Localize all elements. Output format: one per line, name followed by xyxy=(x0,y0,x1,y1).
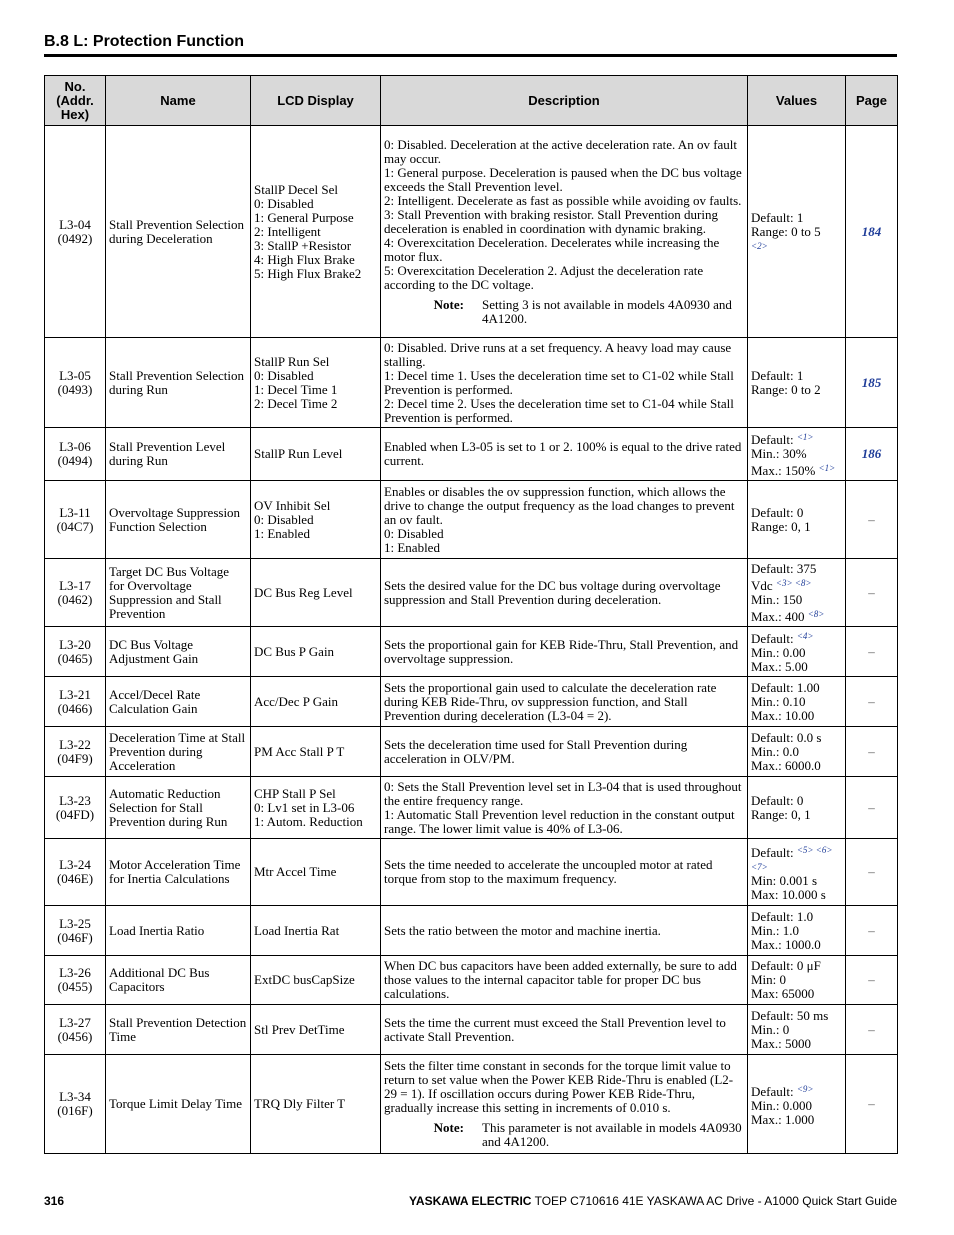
footer-brand: YASKAWA ELECTRIC xyxy=(409,1194,532,1208)
description-line: Sets the proportional gain used to calculate the deceleration rate during KEB Ride-Thru, ov suppression function, and Stall Prevention during deceleration (L3-04 = 2). xyxy=(384,679,717,723)
param-address: (0492) xyxy=(57,230,93,246)
unit-line xyxy=(751,576,842,593)
param-address: (0493) xyxy=(57,381,93,397)
description-line: Sets the ratio between the motor and machine inertia. xyxy=(384,922,661,938)
description-line: Sets the filter time constant in seconds for the torque limit value to return to set value when the Power KEB Ride-Thru is enabled (L2-29 = 1). If oscillation occurs during Power KEB Ride-Thru, gradually increase this setting in increments of 0.010 s. xyxy=(384,1058,734,1115)
param-number: L3-23 xyxy=(59,792,91,808)
max-line xyxy=(751,1113,842,1127)
description-cell xyxy=(381,906,748,956)
param-name: Motor Acceleration Time for Inertia Calculations xyxy=(106,839,251,906)
param-address: (04F9) xyxy=(57,750,93,766)
lcd-display-line: Load Inertia Rat xyxy=(254,922,340,938)
param-number-cell xyxy=(45,481,106,559)
page-link[interactable]: 184 xyxy=(861,223,882,239)
values-cell xyxy=(748,559,846,627)
footnote-ref[interactable]: <2> xyxy=(751,240,768,251)
page-dash: – xyxy=(868,693,875,709)
description-line: 0: Disabled. Deceleration at the active deceleration rate. An ov fault may occur. xyxy=(384,136,738,166)
description-line: 3: Stall Prevention with braking resistor. Stall Prevention during deceleration is enabled in coordination with dynamic braking. xyxy=(384,206,718,236)
lcd-display-line: 2: Intelligent xyxy=(254,223,321,239)
parameter-table xyxy=(44,75,898,1154)
max-line xyxy=(751,888,842,902)
lcd-display-line: 1: Autom. Reduction xyxy=(254,813,363,829)
param-number: L3-05 xyxy=(59,367,91,383)
table-row xyxy=(45,777,898,839)
table-row xyxy=(45,1005,898,1055)
description-line: Sets the proportional gain for KEB Ride-Thru, Stall Prevention, and overvoltage suppression. xyxy=(384,636,739,666)
description-line: 0: Disabled. Drive runs at a set frequency. A heavy load may cause stalling. xyxy=(384,339,732,369)
param-address: (046F) xyxy=(57,929,93,945)
lcd-display-line: OV Inhibit Sel xyxy=(254,497,331,513)
lcd-display-line: 0: Disabled xyxy=(254,195,314,211)
param-name: Target DC Bus Voltage for Overvoltage Suppression and Stall Prevention xyxy=(106,559,251,627)
param-address: (0455) xyxy=(57,979,93,994)
param-number-cell xyxy=(45,1055,106,1154)
param-address: (0462) xyxy=(57,591,93,607)
param-address: (04C7) xyxy=(56,518,94,534)
param-name: Deceleration Time at Stall Prevention during Acceleration xyxy=(106,727,251,777)
page-cell xyxy=(846,627,898,677)
lcd-display-cell xyxy=(251,1055,381,1154)
description-line: When DC bus capacitors have been added externally, be sure to add those values to the internal capacitor table for proper DC bus calculations. xyxy=(384,958,737,1001)
table-row xyxy=(45,839,898,906)
param-name: Overvoltage Suppression Function Selection xyxy=(106,481,251,559)
param-address: (0466) xyxy=(57,700,93,716)
col-header-name: Name xyxy=(106,76,251,126)
lcd-display-cell xyxy=(251,338,381,428)
param-number: L3-22 xyxy=(59,736,91,752)
param-number-cell xyxy=(45,677,106,727)
table-row xyxy=(45,428,898,481)
param-address: (0465) xyxy=(57,650,93,666)
value-line: Min.: 0.10 xyxy=(751,693,806,709)
value-line: Default: 0.0 s xyxy=(751,729,822,745)
default-label: Default: xyxy=(751,1083,794,1099)
description-cell xyxy=(381,777,748,839)
param-address: (0456) xyxy=(57,1028,93,1044)
note-label: Note: xyxy=(433,296,464,312)
note-block xyxy=(384,298,744,326)
value-line: Max: 65000 xyxy=(751,986,815,1001)
lcd-display-cell xyxy=(251,481,381,559)
param-number-cell xyxy=(45,338,106,428)
param-number-cell xyxy=(45,906,106,956)
value-line: Range: 0, 1 xyxy=(751,806,811,822)
description-line: Sets the deceleration time used for Stall Prevention during acceleration in OLV/PM. xyxy=(384,736,688,766)
table-row xyxy=(45,559,898,627)
lcd-display-line: 2: Decel Time 2 xyxy=(254,395,338,411)
lcd-display-line: 0: Lv1 set in L3-06 xyxy=(254,799,355,815)
value-line: Default: 1 xyxy=(751,367,804,383)
param-number-cell xyxy=(45,428,106,481)
min-line: Min.: 0.000 xyxy=(751,1097,813,1113)
description-line: 5: Overexcitation Deceleration 2. Adjust the deceleration rate according to the DC voltage. xyxy=(384,262,704,292)
default-line xyxy=(751,1082,842,1099)
param-number: L3-34 xyxy=(59,1089,91,1104)
lcd-display-line: 4: High Flux Brake xyxy=(254,251,355,267)
values-cell xyxy=(748,677,846,727)
values-cell xyxy=(748,906,846,956)
lcd-display-line: 0: Disabled xyxy=(254,511,314,527)
table-row xyxy=(45,1055,898,1154)
lcd-display-line: PM Acc Stall P T xyxy=(254,743,345,759)
footnote-ref[interactable]: <1> xyxy=(796,432,814,442)
value-line: Max.: 1000.0 xyxy=(751,936,821,952)
page-cell xyxy=(846,1005,898,1055)
page-cell xyxy=(846,1055,898,1154)
values-cell xyxy=(748,428,846,481)
note-block xyxy=(384,1121,744,1149)
description-cell xyxy=(381,559,748,627)
page-dash: – xyxy=(868,1021,875,1037)
footnote-ref[interactable]: <5> <6> xyxy=(796,844,833,855)
values-cell xyxy=(748,126,846,338)
col-header-no-line2: (Addr. xyxy=(56,92,94,108)
param-number-cell xyxy=(45,1005,106,1055)
param-number: L3-06 xyxy=(59,439,91,454)
param-number: L3-24 xyxy=(59,857,91,872)
table-row xyxy=(45,727,898,777)
unit-label: Vdc xyxy=(751,577,773,593)
page-dash: – xyxy=(868,584,875,600)
description-cell xyxy=(381,481,748,559)
table-row xyxy=(45,956,898,1005)
param-address: (04FD) xyxy=(55,806,95,822)
max-line xyxy=(751,607,842,624)
param-number: L3-20 xyxy=(59,636,91,652)
page-cell xyxy=(846,906,898,956)
footer-page-number: 316 xyxy=(44,1194,65,1208)
lcd-display-line: Mtr Accel Time xyxy=(254,864,337,879)
max-label: Max.: 150% xyxy=(751,463,816,478)
max-label: Max.: 1.000 xyxy=(751,1111,815,1127)
description-line: 0: Sets the Stall Prevention level set in L3-04 that is used throughout the entire frequency range. xyxy=(384,778,742,808)
param-name: DC Bus Voltage Adjustment Gain xyxy=(106,627,251,677)
lcd-display-line: TRQ Dly Filter T xyxy=(254,1096,346,1111)
page-dash: – xyxy=(868,743,875,759)
col-header-description: Description xyxy=(381,76,748,126)
value-line: Range: 0 to 2 xyxy=(751,381,821,397)
col-header-no xyxy=(45,76,106,126)
lcd-display-line: 1: Enabled xyxy=(254,525,310,541)
page-cell xyxy=(846,839,898,906)
description-cell xyxy=(381,627,748,677)
description-line: 2: Intelligent. Decelerate as fast as possible while avoiding ov faults. xyxy=(384,192,742,208)
values-cell xyxy=(748,627,846,677)
table-header-row xyxy=(45,76,898,126)
page-cell xyxy=(846,338,898,428)
value-line: Max.: 10.00 xyxy=(751,707,815,723)
param-number-cell xyxy=(45,777,106,839)
param-number-cell xyxy=(45,126,106,338)
footnote-ref[interactable]: <7> xyxy=(751,861,768,872)
footer-doc-name: TOEP C710616 41E YASKAWA AC Drive - A1000 Quick Start Guide xyxy=(531,1194,897,1208)
description-cell xyxy=(381,126,748,338)
value-line: Min.: 0.0 xyxy=(751,743,800,759)
param-name: Load Inertia Ratio xyxy=(106,906,251,956)
values-cell xyxy=(748,481,846,559)
lcd-display-cell xyxy=(251,428,381,481)
lcd-display-line: DC Bus Reg Level xyxy=(254,584,353,600)
description-line: 1: Enabled xyxy=(384,539,440,555)
min-line: Min.: 0.00 xyxy=(751,645,806,660)
param-number: L3-25 xyxy=(59,915,91,931)
param-name: Additional DC Bus Capacitors xyxy=(106,956,251,1005)
description-line: Sets the desired value for the DC bus voltage during overvoltage suppression and Stall Prevention during deceleration. xyxy=(384,577,721,607)
param-address: (046E) xyxy=(56,871,94,886)
default-label: Default: xyxy=(751,844,794,860)
param-number: L3-21 xyxy=(59,686,91,702)
max-line xyxy=(751,461,842,478)
lcd-display-line: ExtDC busCapSize xyxy=(254,972,355,987)
default-line xyxy=(751,843,842,860)
param-number: L3-04 xyxy=(59,216,91,232)
param-name: Torque Limit Delay Time xyxy=(106,1055,251,1154)
default-line xyxy=(751,562,842,576)
description-line: 0: Disabled xyxy=(384,525,444,541)
col-header-no-line3: Hex) xyxy=(60,106,90,122)
lcd-display-line: StallP Decel Sel xyxy=(254,181,339,197)
param-name: Stall Prevention Selection during Deceleration xyxy=(106,126,251,338)
value-line: Default: 1.0 xyxy=(751,908,814,924)
page-dash: – xyxy=(868,1096,875,1111)
value-line: Default: 1.00 xyxy=(751,679,820,695)
value-line: Default: 0 xyxy=(751,792,804,808)
description-line: 1: Decel time 1. Uses the deceleration time set to C1-02 while Stall Prevention is performed. xyxy=(384,367,734,397)
lcd-display-cell xyxy=(251,956,381,1005)
page-cell xyxy=(846,126,898,338)
description-cell xyxy=(381,1005,748,1055)
lcd-display-cell xyxy=(251,777,381,839)
table-row xyxy=(45,906,898,956)
param-number: L3-17 xyxy=(59,577,91,593)
max-line xyxy=(751,660,842,674)
description-line: Enables or disables the ov suppression function, which allows the drive to change the output frequency as the load changes to prevent an ov fault. xyxy=(384,483,735,527)
default-line xyxy=(751,430,842,447)
description-line: 1: General purpose. Deceleration is paused when the DC bus voltage exceeds the Stall Prevention level. xyxy=(384,164,742,194)
page-cell xyxy=(846,677,898,727)
description-cell xyxy=(381,338,748,428)
min-line: Min.: 150 xyxy=(751,591,803,607)
page-link[interactable]: 185 xyxy=(861,374,882,390)
max-label: Max.: 5.00 xyxy=(751,659,808,674)
col-header-values: Values xyxy=(748,76,846,126)
page-link[interactable]: 186 xyxy=(861,446,882,461)
param-address: (0494) xyxy=(57,453,93,468)
page-dash: – xyxy=(868,511,875,527)
param-number-cell xyxy=(45,727,106,777)
lcd-display-line: DC Bus P Gain xyxy=(254,643,335,659)
footnote-ref[interactable]: <3> <8> xyxy=(775,577,812,588)
page-dash: – xyxy=(868,972,875,987)
note-label: Note: xyxy=(433,1120,464,1135)
lcd-display-line: 0: Disabled xyxy=(254,367,314,383)
footer-document-title xyxy=(409,1194,897,1208)
description-cell xyxy=(381,727,748,777)
page-cell xyxy=(846,777,898,839)
page-dash: – xyxy=(868,864,875,879)
note-text: This parameter is not available in models 4A0930 and 4A1200. xyxy=(482,1120,742,1149)
default-label: Default: xyxy=(751,631,794,646)
lcd-display-cell xyxy=(251,839,381,906)
lcd-display-line: Acc/Dec P Gain xyxy=(254,693,338,709)
lcd-display-line: 3: StallP +Resistor xyxy=(254,237,352,253)
value-line: Range: 0, 1 xyxy=(751,518,811,534)
values-cell xyxy=(748,727,846,777)
param-number-cell xyxy=(45,839,106,906)
param-number: L3-11 xyxy=(59,504,91,520)
min-line: Min: 0.001 s xyxy=(751,872,818,888)
description-line: 1: Automatic Stall Prevention level reduction in the constant output range. The lower limit value is 40% of L3-06. xyxy=(384,806,735,836)
value-line: Range: 0 to 5 xyxy=(751,223,821,239)
description-cell xyxy=(381,839,748,906)
values-cell xyxy=(748,1055,846,1154)
lcd-display-line: StallP Run Sel xyxy=(254,353,330,369)
col-header-no-line1: No. xyxy=(64,78,86,94)
param-name: Stall Prevention Selection during Run xyxy=(106,338,251,428)
page-dash: – xyxy=(868,643,875,659)
values-cell xyxy=(748,338,846,428)
value-line: Min.: 0 xyxy=(751,1021,790,1037)
description-cell xyxy=(381,428,748,481)
footnote-ref[interactable]: <4> xyxy=(796,631,814,641)
value-line: Min.: 1.0 xyxy=(751,922,800,938)
table-row xyxy=(45,627,898,677)
param-number-cell xyxy=(45,956,106,1005)
lcd-display-cell xyxy=(251,559,381,627)
param-name: Accel/Decel Rate Calculation Gain xyxy=(106,677,251,727)
values-cell xyxy=(748,1005,846,1055)
col-header-page: Page xyxy=(846,76,898,126)
lcd-display-cell xyxy=(251,906,381,956)
description-line: 2: Decel time 2. Uses the deceleration time set to C1-04 while Stall Prevention is performed. xyxy=(384,395,734,425)
values-cell xyxy=(748,777,846,839)
value-line: Default: 1 xyxy=(751,209,804,225)
table-row xyxy=(45,481,898,559)
param-number-cell xyxy=(45,559,106,627)
value-line: Max.: 6000.0 xyxy=(751,757,821,773)
lcd-display-cell xyxy=(251,727,381,777)
max-label: Max.: 400 xyxy=(751,608,805,624)
page-dash: – xyxy=(868,799,875,815)
table-row xyxy=(45,338,898,428)
value-line: Default: 0 xyxy=(751,504,804,520)
footnote-ref[interactable]: <8> xyxy=(807,608,825,619)
description-line: Enabled when L3-05 is set to 1 or 2. 100% is equal to the drive rated current. xyxy=(384,439,742,468)
max-label: Max: 10.000 s xyxy=(751,886,826,902)
value-line: Min: 0 xyxy=(751,972,787,987)
lcd-display-line: 5: High Flux Brake2 xyxy=(254,265,362,281)
page-cell xyxy=(846,956,898,1005)
lcd-display-cell xyxy=(251,627,381,677)
page-cell xyxy=(846,727,898,777)
section-title: B.8 L: Protection Function xyxy=(44,33,244,50)
col-header-lcd: LCD Display xyxy=(251,76,381,126)
page-cell xyxy=(846,428,898,481)
default-label: Default: xyxy=(751,432,794,447)
lcd-display-line: StallP Run Level xyxy=(254,446,343,461)
footnote-ref[interactable]: <1> xyxy=(818,463,836,473)
title-rule xyxy=(44,54,897,57)
param-number-cell xyxy=(45,627,106,677)
param-name: Stall Prevention Level during Run xyxy=(106,428,251,481)
description-line: Sets the time the current must exceed the Stall Prevention level to activate Stall Prevention. xyxy=(384,1014,726,1044)
values-cell xyxy=(748,839,846,906)
description-line: 4: Overexcitation Deceleration. Decelerates while increasing the motor flux. xyxy=(384,234,720,264)
page-cell xyxy=(846,481,898,559)
lcd-display-cell xyxy=(251,677,381,727)
value-line: Default: 0 μF xyxy=(751,958,821,973)
lcd-display-line: 1: General Purpose xyxy=(254,209,354,225)
lcd-display-line: CHP Stall P Sel xyxy=(254,785,336,801)
lcd-display-cell xyxy=(251,1005,381,1055)
description-cell xyxy=(381,677,748,727)
lcd-display-line: Stl Prev DetTime xyxy=(254,1021,345,1037)
page-dash: – xyxy=(868,922,875,938)
footnote-ref[interactable]: <9> xyxy=(796,1083,814,1094)
table-row xyxy=(45,126,898,338)
param-address: (016F) xyxy=(57,1103,93,1118)
param-number: L3-26 xyxy=(59,965,91,980)
value-line: Max.: 5000 xyxy=(751,1035,811,1051)
table-row xyxy=(45,677,898,727)
param-number: L3-27 xyxy=(59,1014,91,1030)
default-line xyxy=(751,629,842,646)
page-cell xyxy=(846,559,898,627)
param-name: Stall Prevention Detection Time xyxy=(106,1005,251,1055)
param-name: Automatic Reduction Selection for Stall Prevention during Run xyxy=(106,777,251,839)
note-text: Setting 3 is not available in models 4A0930 and 4A1200. xyxy=(482,296,732,326)
lcd-display-cell xyxy=(251,126,381,338)
lcd-display-line: 1: Decel Time 1 xyxy=(254,381,338,397)
description-cell xyxy=(381,956,748,1005)
description-line: Sets the time needed to accelerate the uncoupled motor at rated torque from stop to the maximum frequency. xyxy=(384,857,713,886)
values-cell xyxy=(748,956,846,1005)
description-cell xyxy=(381,1055,748,1154)
value-line: Default: 50 ms xyxy=(751,1007,829,1023)
default-label: Default: 375 xyxy=(751,560,817,576)
min-line: Min.: 30% xyxy=(751,446,807,461)
